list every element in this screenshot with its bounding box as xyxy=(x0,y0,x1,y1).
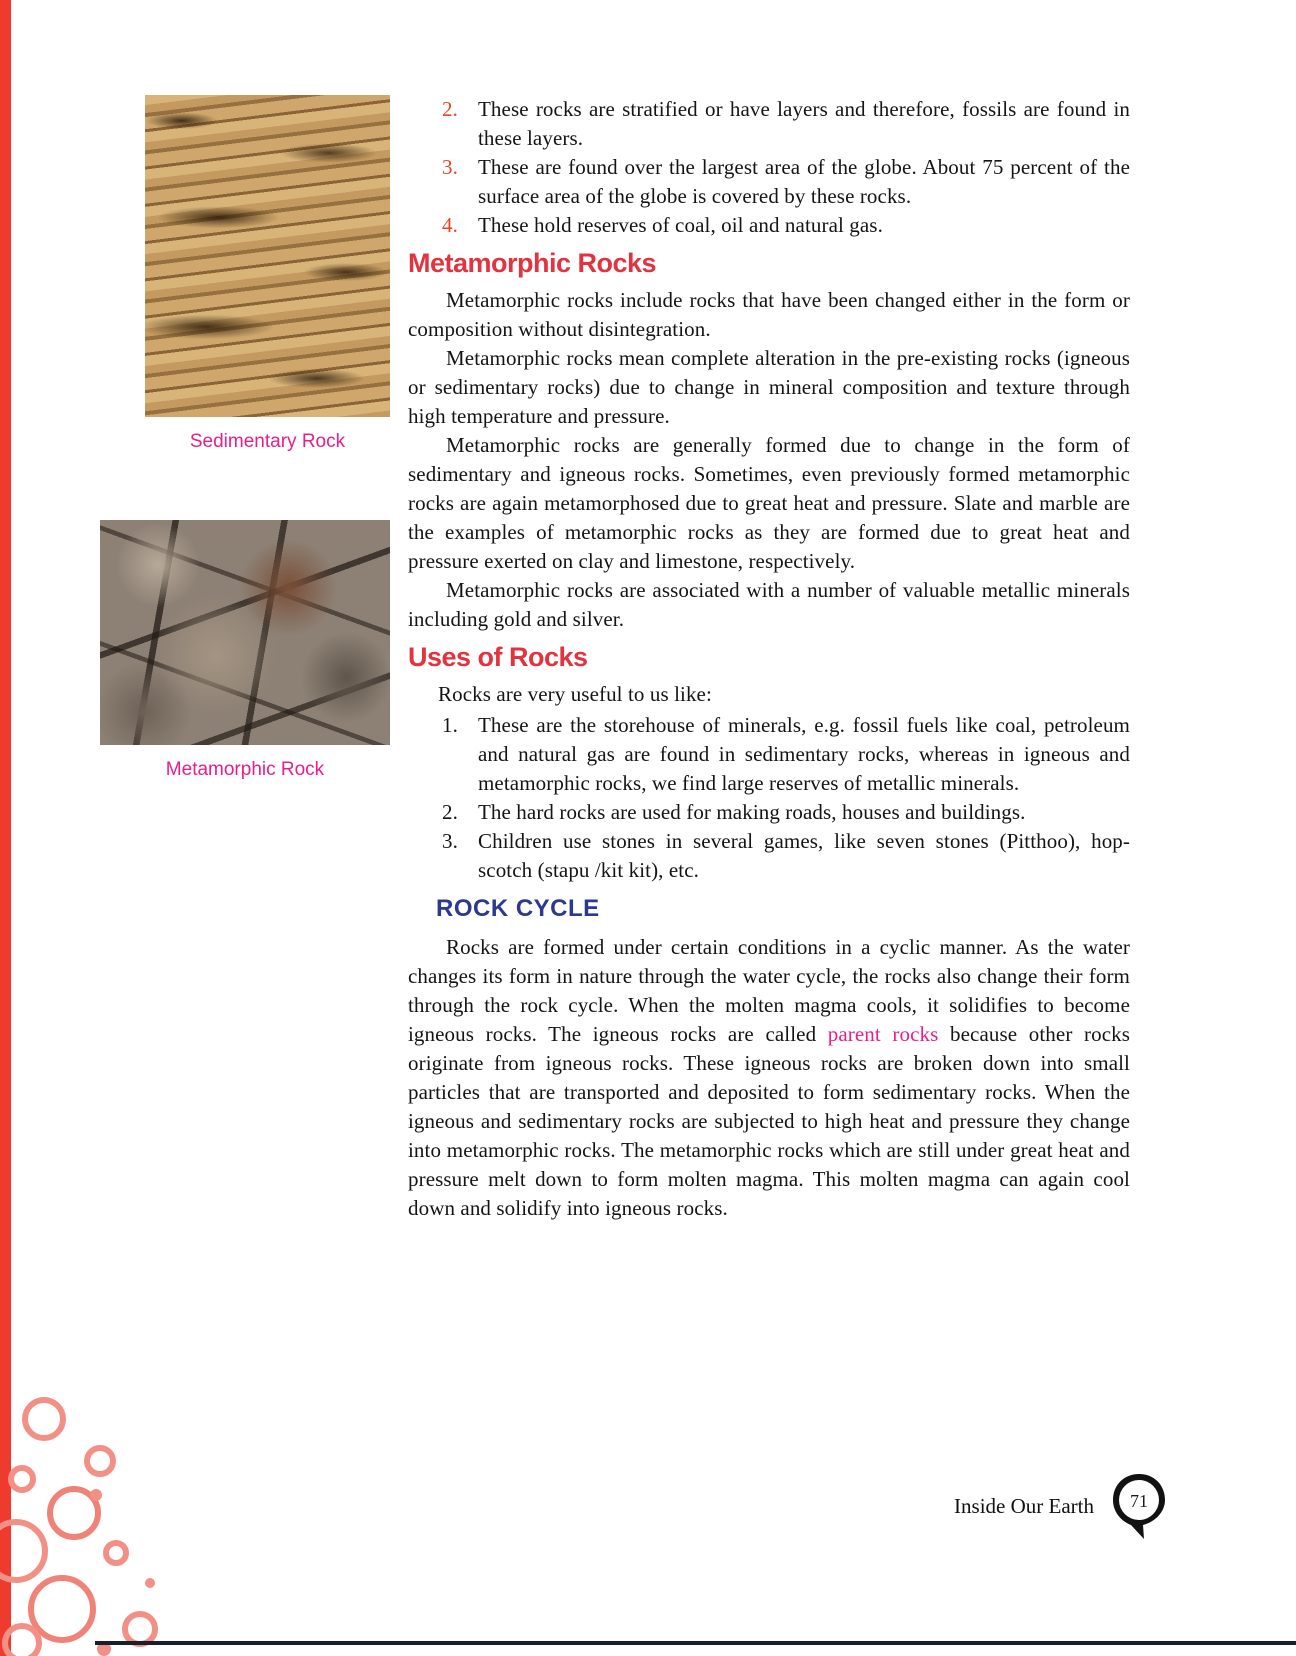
sedimentary-caption: Sedimentary Rock xyxy=(189,431,346,452)
metamorphic-paragraph: Metamorphic rocks mean complete alteration in the pre-existing rocks (igneous or sedimentary rocks) due to change in mineral composition and texture through high temperature and pressure. xyxy=(408,346,1130,428)
decorative-circles xyxy=(0,1391,230,1656)
sedimentary-rock-image xyxy=(145,95,390,417)
list-item-number: 2. xyxy=(442,97,458,121)
rock-cycle-paragraph xyxy=(408,933,1130,1223)
list-item-number: 1. xyxy=(442,713,458,737)
metamorphic-paragraph: Metamorphic rocks are associated with a number of valuable metallic minerals including gold and silver. xyxy=(408,578,1130,631)
list-item xyxy=(408,95,1130,153)
list-item-text: These are the storehouse of minerals, e.g. fossil fuels like coal, petroleum and natural gas are found in sedimentary rocks, whereas in igneous and metamorphic rocks, we find large reserves of metallic minerals. xyxy=(478,713,1130,795)
list-item-text: Children use stones in several games, like seven stones (Pitthoo), hop-scotch (stapu /kit kit), etc. xyxy=(478,829,1130,882)
list-item-number: 3. xyxy=(442,155,458,179)
heading-metamorphic-rocks: Metamorphic Rocks xyxy=(408,248,657,278)
heading-rock-cycle: ROCK CYCLE xyxy=(436,895,600,922)
metamorphic-paragraph: Metamorphic rocks include rocks that have been changed either in the form or composition without disintegration. xyxy=(408,288,1130,341)
parent-rocks-highlight: parent rocks xyxy=(827,1022,939,1046)
list-item-number: 3. xyxy=(442,829,458,853)
list-item xyxy=(408,827,1130,885)
list-item xyxy=(408,798,1130,827)
figure-metamorphic xyxy=(100,520,390,781)
page-number-badge xyxy=(1110,1472,1168,1540)
rock-cycle-text-after: because other rocks originate from igneous rocks. These igneous rocks are broken down into small particles that are transported and deposited to form sedimentary rocks. When the igneous and sedimentary rocks are subjected to high heat and pressure they change into metamorphic rocks. The metamorphic rocks which are still under great heat and pressure melt down to form molten magma. This molten magma can again cool down and solidify into igneous rocks. xyxy=(408,1022,1130,1220)
list-item-text: These hold reserves of coal, oil and natural gas. xyxy=(478,213,883,237)
metamorphic-rock-image xyxy=(100,520,390,745)
heading-uses-of-rocks: Uses of Rocks xyxy=(408,642,588,672)
main-text-column xyxy=(408,95,1130,1223)
list-item-text: These are found over the largest area of the globe. About 75 percent of the surface area of the globe is covered by these rocks. xyxy=(478,155,1130,208)
metamorphic-caption: Metamorphic Rock xyxy=(165,759,325,780)
footer xyxy=(954,1472,1168,1540)
list-item-number: 4. xyxy=(442,213,458,237)
page-number: 71 xyxy=(1130,1491,1148,1511)
book-title: Inside Our Earth xyxy=(954,1493,1094,1518)
list-item-number: 2. xyxy=(442,800,458,824)
list-item-text: These rocks are stratified or have layers and therefore, fossils are found in these layers. xyxy=(478,97,1130,150)
rock-cycle-text-before: Rocks are formed under certain conditions in a cyclic manner. As the water changes its form in nature through the water cycle, the rocks also change their form through the rock cycle. When the molten magma cools, it solidifies to become igneous rocks. The igneous rocks are called xyxy=(408,935,1130,1046)
figure-sedimentary xyxy=(145,95,390,453)
list-item-text: The hard rocks are used for making roads, houses and buildings. xyxy=(478,800,1026,824)
bottom-rule xyxy=(95,1641,1296,1645)
metamorphic-paragraph: Metamorphic rocks are generally formed due to change in the form of sedimentary and igneous rocks. Sometimes, even previously formed metamorphic rocks are again metamorphosed due to great heat and pressure. Slate and marble are the examples of metamorphic rocks as they are formed due to great heat and pressure exerted on clay and limestone, respectively. xyxy=(408,433,1130,573)
list-item xyxy=(408,711,1130,798)
uses-intro: Rocks are very useful to us like: xyxy=(438,682,712,706)
list-item xyxy=(408,153,1130,211)
rock-features-list xyxy=(408,95,1130,240)
list-item xyxy=(408,211,1130,240)
uses-list xyxy=(408,711,1130,885)
